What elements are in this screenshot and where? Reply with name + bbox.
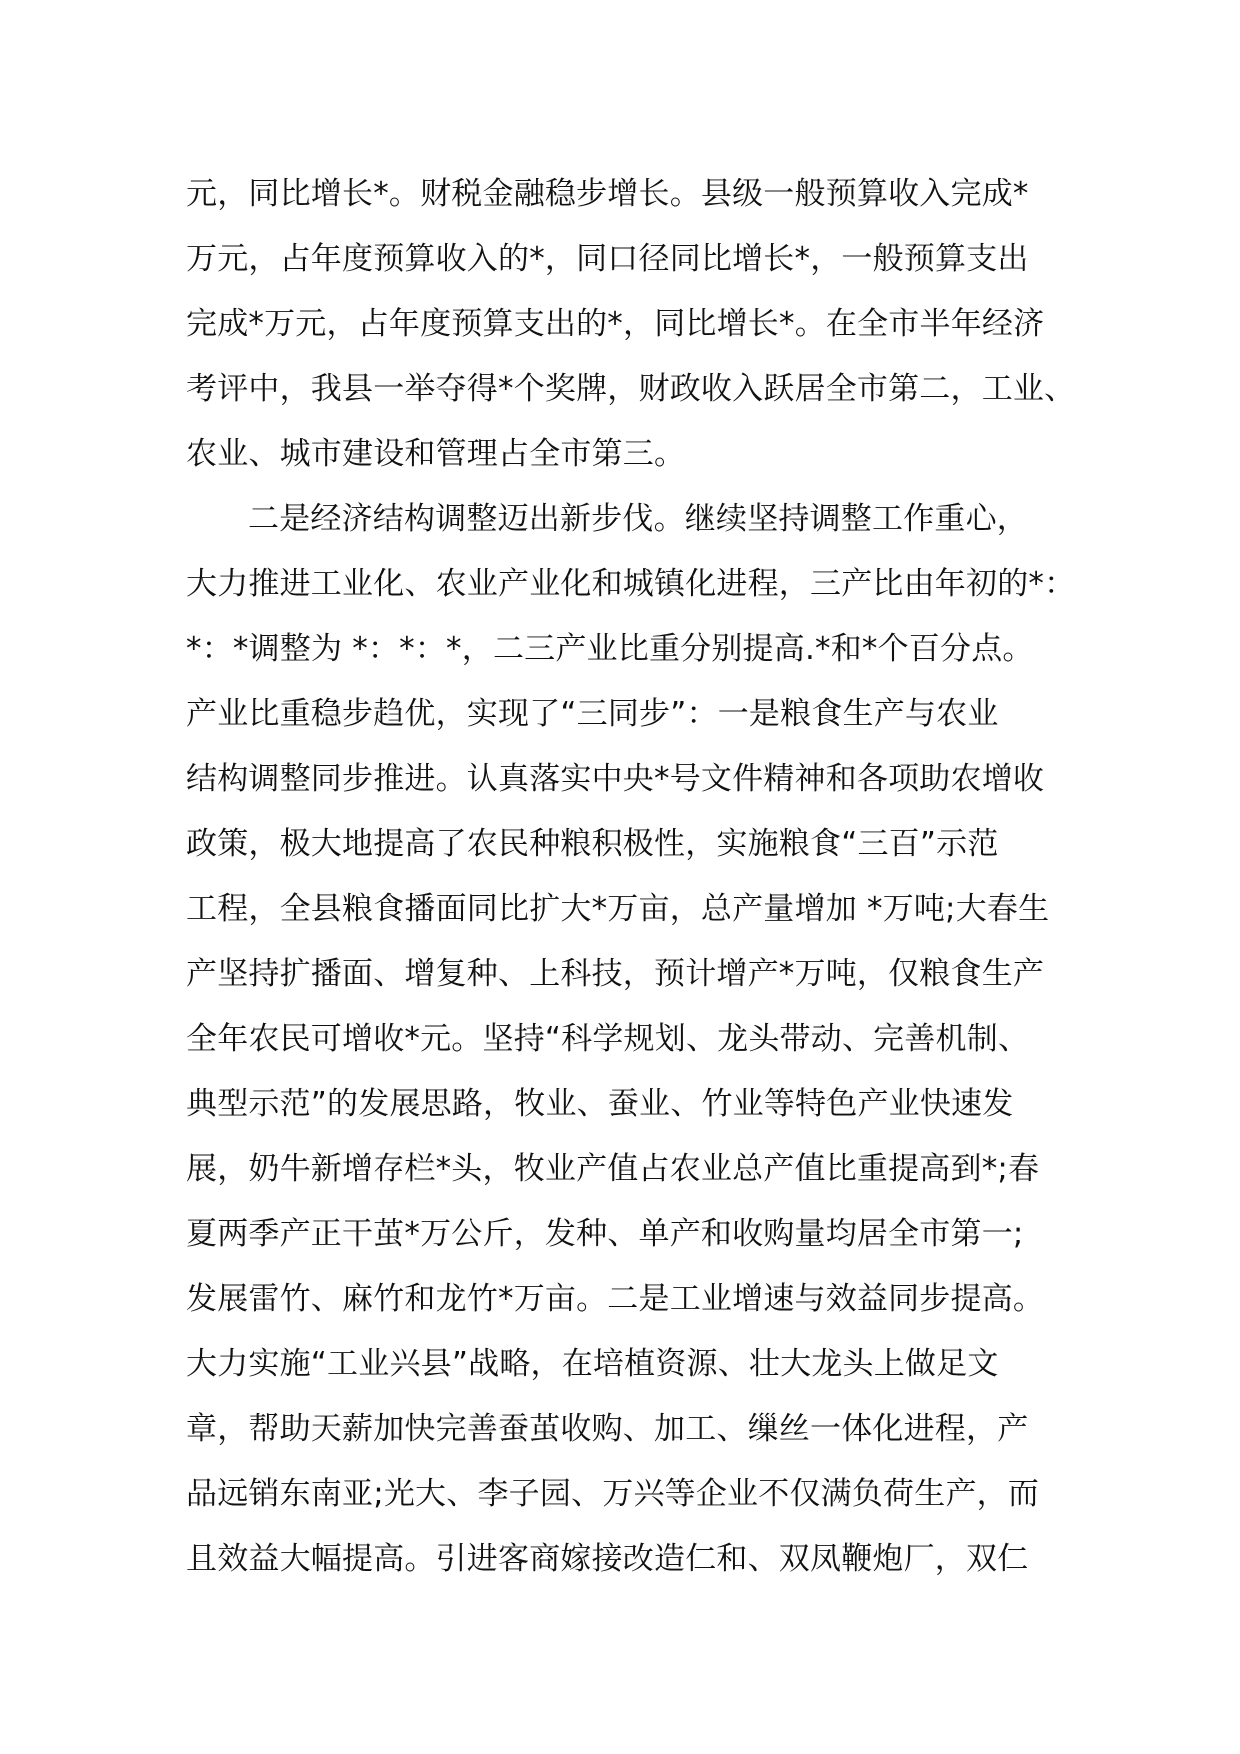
text-line: 展，奶牛新增存栏*头，牧业产值占农业总产值比重提高到*;春 xyxy=(186,1151,1040,1187)
text-line: 发展雷竹、麻竹和龙竹*万亩。二是工业增速与效益同步提高。 xyxy=(186,1281,1045,1317)
text-line: 产业比重稳步趋优，实现了“三同步”：一是粮食生产与农业 xyxy=(186,696,999,732)
text-line: 万元，占年度预算收入的*，同口径同比增长*，一般预算支出 xyxy=(186,241,1029,277)
text-line: 夏两季产正干茧*万公斤，发种、单产和收购量均居全市第一; xyxy=(186,1216,1024,1252)
text-line: *：*调整为 *：*：*，二三产业比重分别提高.*和*个百分点。 xyxy=(186,631,1034,667)
text-line: 农业、城市建设和管理占全市第三。 xyxy=(186,436,686,472)
text-line: 典型示范”的发展思路，牧业、蚕业、竹业等特色产业快速发 xyxy=(186,1086,1014,1122)
text-line: 结构调整同步推进。认真落实中央*号文件精神和各项助农增收 xyxy=(186,761,1045,797)
text-line: 大力实施“工业兴县”战略，在培植资源、壮大龙头上做足文 xyxy=(186,1346,999,1382)
text-line: 工程，全县粮食播面同比扩大*万亩，总产量增加 *万吨;大春生 xyxy=(186,891,1050,927)
text-line: 章，帮助天薪加快完善蚕茧收购、加工、缫丝一体化进程，产 xyxy=(186,1411,1029,1447)
text-line: 元，同比增长*。财税金融稳步增长。县级一般预算收入完成* xyxy=(186,176,1029,212)
text-line: 考评中，我县一举夺得*个奖牌，财政收入跃居全市第二，工业、 xyxy=(186,371,1076,407)
text-line: 品远销东南亚;光大、李子园、万兴等企业不仅满负荷生产，而 xyxy=(186,1476,1040,1512)
text-line: 完成*万元，占年度预算支出的*，同比增长*。在全市半年经济 xyxy=(186,306,1045,342)
text-line: 产坚持扩播面、增复种、上科技，预计增产*万吨，仅粮食生产 xyxy=(186,956,1045,992)
text-line: 政策，极大地提高了农民种粮积极性，实施粮食“三百”示范 xyxy=(186,826,999,862)
text-line: 全年农民可增收*元。坚持“科学规划、龙头带动、完善机制、 xyxy=(186,1021,1030,1057)
text-line: 大力推进工业化、农业产业化和城镇化进程，三产比由年初的*： xyxy=(186,566,1076,602)
text-line: 且效益大幅提高。引进客商嫁接改造仁和、双凤鞭炮厂，双仁 xyxy=(186,1541,1029,1577)
paragraph-start-line: 二是经济结构调整迈出新步伐。继续坚持调整工作重心， xyxy=(248,501,1028,537)
body-text xyxy=(186,162,1086,1592)
